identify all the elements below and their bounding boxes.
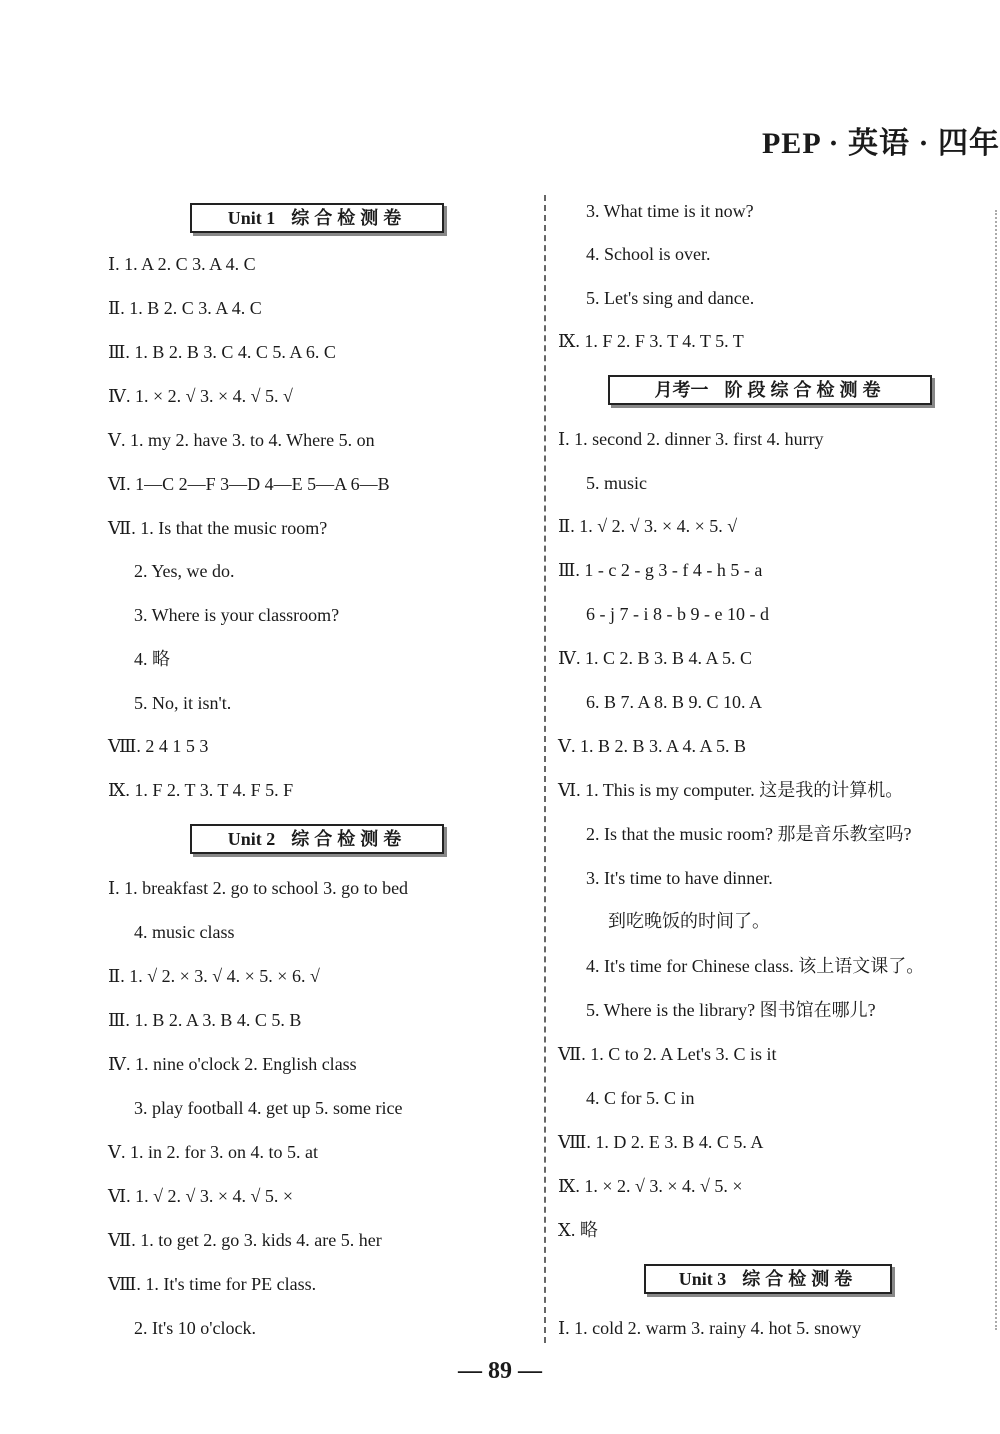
answer-line: Ⅰ. 1. A 2. C 3. A 4. C	[108, 254, 256, 274]
section-title-monthly-test: 月考一 阶段综合检测卷	[608, 375, 932, 405]
answer-line: 4. School is over.	[586, 244, 711, 264]
answer-line: 3. Where is your classroom?	[134, 605, 340, 625]
answer-line: 4. 略	[134, 649, 170, 669]
answer-line: Ⅰ. 1. cold 2. warm 3. rainy 4. hot 5. snowy	[558, 1318, 862, 1338]
answer-line: 4. It's time for Chinese class. 该上语文课了。	[586, 956, 925, 976]
answer-line: 6. B 7. A 8. B 9. C 10. A	[586, 692, 763, 712]
answer-line: 5. No, it isn't.	[134, 693, 232, 713]
answer-line: 6 - j 7 - i 8 - b 9 - e 10 - d	[586, 604, 769, 624]
answer-line: Ⅴ. 1. in 2. for 3. on 4. to 5. at	[108, 1142, 318, 1162]
answer-line: Ⅵ. 1. This is my computer. 这是我的计算机。	[558, 780, 904, 800]
answer-line: 3. It's time to have dinner.	[586, 868, 773, 888]
answer-line: 3. play football 4. get up 5. some rice	[134, 1098, 403, 1118]
answer-line: Ⅶ. 1. C to 2. A Let's 3. C is it	[558, 1044, 777, 1064]
answer-line: 到吃晚饭的时间了。	[608, 911, 770, 931]
right-column	[548, 195, 1000, 1343]
answer-line: Ⅱ. 1. B 2. C 3. A 4. C	[108, 298, 262, 318]
answer-line: Ⅱ. 1. √ 2. × 3. √ 4. × 5. × 6. √	[108, 966, 320, 986]
answer-line: Ⅷ. 1. D 2. E 3. B 4. C 5. A	[558, 1132, 764, 1152]
answer-line: Ⅰ. 1. breakfast 2. go to school 3. go to bed	[108, 878, 409, 898]
answer-line: Ⅴ. 1. my 2. have 3. to 4. Where 5. on	[108, 430, 375, 450]
left-column	[0, 195, 540, 1343]
answer-line: Ⅲ. 1. B 2. A 3. B 4. C 5. B	[108, 1010, 302, 1030]
answer-line: Ⅹ. 略	[558, 1220, 598, 1240]
answer-line: Ⅸ. 1. F 2. T 3. T 4. F 5. F	[108, 780, 294, 800]
section-title-unit2: Unit 2 综合检测卷	[190, 824, 444, 854]
answer-line: 2. Yes, we do.	[134, 561, 235, 581]
answer-line: 4. music class	[134, 922, 235, 942]
answer-line: Ⅴ. 1. B 2. B 3. A 4. A 5. B	[558, 736, 747, 756]
answer-line: 5. music	[586, 473, 647, 493]
answer-line: Ⅳ. 1. × 2. √ 3. × 4. √ 5. √	[108, 386, 293, 406]
answer-line: 4. C for 5. C in	[586, 1088, 695, 1108]
answer-line: Ⅱ. 1. √ 2. √ 3. × 4. × 5. √	[558, 516, 738, 536]
answer-line: Ⅵ. 1—C 2—F 3—D 4—E 5—A 6—B	[108, 474, 390, 494]
page-header: PEP · 英语 · 四年	[761, 127, 1000, 160]
answer-line: Ⅷ. 2 4 1 5 3	[108, 736, 209, 756]
answer-line: Ⅶ. 1. Is that the music room?	[108, 518, 328, 538]
section-title-unit1: Unit 1 综合检测卷	[190, 203, 444, 233]
answer-line: Ⅳ. 1. C 2. B 3. B 4. A 5. C	[558, 648, 753, 668]
answer-line: Ⅲ. 1. B 2. B 3. C 4. C 5. A 6. C	[108, 342, 336, 362]
answer-line: Ⅶ. 1. to get 2. go 3. kids 4. are 5. her	[108, 1230, 382, 1250]
answer-line: 2. It's 10 o'clock.	[134, 1318, 256, 1338]
answer-line: Ⅸ. 1. × 2. √ 3. × 4. √ 5. ×	[558, 1176, 743, 1196]
column-divider	[544, 195, 546, 1343]
answer-line: 5. Let's sing and dance.	[586, 288, 755, 308]
answer-line: Ⅳ. 1. nine o'clock 2. English class	[108, 1054, 357, 1074]
answer-line: Ⅷ. 1. It's time for PE class.	[108, 1274, 317, 1294]
answer-line: Ⅵ. 1. √ 2. √ 3. × 4. √ 5. ×	[108, 1186, 294, 1206]
answer-line: 2. Is that the music room? 那是音乐教室吗?	[586, 824, 912, 844]
answer-line: Ⅲ. 1 - c 2 - g 3 - f 4 - h 5 - a	[558, 560, 763, 580]
answer-line: 3. What time is it now?	[586, 201, 754, 221]
answer-line: Ⅰ. 1. second 2. dinner 3. first 4. hurry	[558, 429, 824, 449]
section-title-unit3: Unit 3 综合检测卷	[644, 1264, 892, 1294]
answer-line: 5. Where is the library? 图书馆在哪儿?	[586, 1000, 876, 1020]
answer-line: Ⅸ. 1. F 2. F 3. T 4. T 5. T	[558, 331, 744, 351]
page-number: — 89 —	[458, 1358, 542, 1384]
